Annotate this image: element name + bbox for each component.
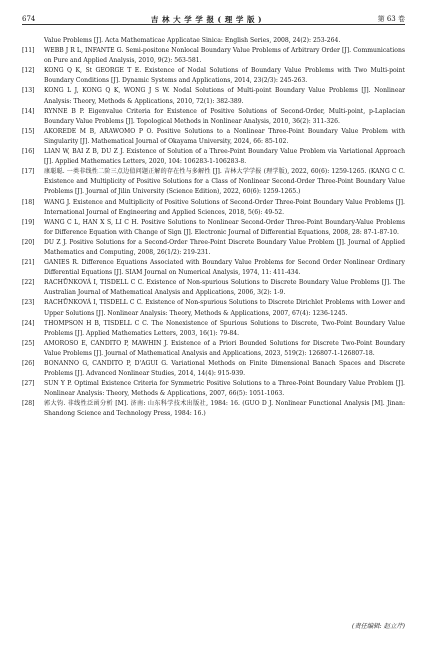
reference-number: [16] bbox=[22, 148, 35, 156]
reference-number: [12] bbox=[22, 67, 35, 75]
reference-list bbox=[22, 36, 405, 420]
reference-text: AKOREDE M B, ARAWOMO P O. Positive Solutions to a Nonlinear Three-Point Boundary Value Problem with Singularity [J]. Mathematical Journal of Okayama University, 2024, 66: 85-102. bbox=[44, 127, 405, 145]
reference-text: AMOROSO E, CANDITO P, MAWHIN J. Existence of a Priori Bounded Solutions for Discrete Two-Point Boundary Value Problems [J]. Journal of Mathematical Analysis and Applications, 2023, 519(2): 126807-1-126807-18. bbox=[44, 339, 405, 357]
reference-text: LIAN W, BAI Z B, DU Z J. Existence of Solution of a Three-Point Boundary Value Problem via Variational Approach [J]. Applied Mathematics Letters, 2020, 104: 106283-1-106283-8. bbox=[44, 148, 405, 166]
reference-text: RACHŮNKOVÁ I, TISDELL C C. Existence of Non-spurious Solutions to Discrete Dirichlet Problems with Lower and Upper Solutions [J]. Nonlinear Analysis: Theory, Methods & Applications, 2007, 67(4): 1236-1245. bbox=[44, 299, 405, 317]
reference-item bbox=[22, 238, 405, 258]
reference-item bbox=[22, 399, 405, 419]
reference-text: KONG L J, KONG Q K, WONG J S W. Nodal Solutions of Multi-point Boundary Value Problems [J]. Nonlinear Analysis: Theory, Methods & Applications, 2010, 72(1): 382-389. bbox=[44, 87, 405, 105]
reference-item bbox=[22, 107, 405, 127]
reference-number: [14] bbox=[22, 107, 35, 115]
reference-item bbox=[22, 147, 405, 167]
reference-text: SUN Y P. Optimal Existence Criteria for Symmetric Positive Solutions to a Three-Point Boundary Value Problem [J]. Nonlinear Analysis: Theory, Methods & Applications, 2007, 66(5): 1051-1063. bbox=[44, 380, 405, 398]
reference-item bbox=[22, 86, 405, 106]
reference-number: [20] bbox=[22, 238, 35, 246]
reference-item bbox=[22, 66, 405, 86]
reference-item bbox=[22, 258, 405, 278]
reference-number: [27] bbox=[22, 380, 35, 388]
reference-number: [28] bbox=[22, 400, 35, 408]
reference-item bbox=[22, 127, 405, 147]
reference-number: [17] bbox=[22, 168, 35, 176]
page-header bbox=[22, 10, 405, 28]
reference-text: THOMPSON H B, TISDELL C C. The Nonexistence of Spurious Solutions to Discrete, Two-Point Boundary Value Problems [J]. Applied Mathematics Letters, 2003, 16(1): 79-84. bbox=[44, 319, 405, 337]
page-number: 674 bbox=[22, 15, 36, 23]
reference-text: 康聪聪. 一类非线性二阶三点边值问题正解的存在性与多解性 [J]. 吉林大学学报 (理学版), 2022, 60(6): 1259-1265. (KANG C C. Existence and Multiplicity of Positive Solutions for a Class of Nonlinear Second-Order Three-Point Boundary Value Problems [J]. Journal of Jilin University (Science Edition), 2022, 60(6): 1259-1265.) bbox=[44, 168, 405, 196]
reference-number: [15] bbox=[22, 127, 35, 135]
reference-item bbox=[22, 278, 405, 298]
reference-item bbox=[22, 218, 405, 238]
reference-item bbox=[22, 198, 405, 218]
reference-number: [25] bbox=[22, 339, 35, 347]
reference-text: KONG Q K, St GEORGE T E. Existence of Nodal Solutions of Boundary Value Problems with Two Multi-point Boundary Conditions [J]. Dynamic Systems and Applications, 2014, 23(2/3): 245-263. bbox=[44, 67, 405, 85]
reference-continuation: Value Problems [J]. Acta Mathematicae Applicatae Sinica: English Series, 2008, 24(2): 253-264. bbox=[44, 37, 341, 44]
reference-text: 郭大钧. 非线性泛函分析 [M]. 济南: 山东科学技术出版社, 1984: 16. (GUO D J. Nonlinear Functional Analysis [M]. Jinan: Shandong Science and Technology Press, 1984: 16.) bbox=[44, 400, 405, 418]
reference-number: [21] bbox=[22, 259, 35, 267]
journal-title: 吉 林 大 学 学 报 ( 理 学 版 ) bbox=[150, 14, 263, 24]
header-divider bbox=[22, 24, 405, 25]
editor-note: (责任编辑: 赵立芹) bbox=[351, 623, 405, 630]
reference-item bbox=[22, 319, 405, 339]
reference-item bbox=[22, 339, 405, 359]
reference-number: [19] bbox=[22, 218, 35, 226]
reference-text: DU Z J. Positive Solutions for a Second-Order Three-Point Discrete Boundary Value Problem [J]. Journal of Applied Mathematics and Computing, 2008, 26(1/2): 219-231. bbox=[44, 238, 405, 256]
reference-item bbox=[22, 379, 405, 399]
reference-number: [22] bbox=[22, 279, 35, 287]
reference-item bbox=[22, 359, 405, 379]
volume-label: 第 63 卷 bbox=[377, 15, 405, 23]
reference-item bbox=[22, 298, 405, 318]
reference-item bbox=[22, 46, 405, 66]
reference-number: [26] bbox=[22, 360, 35, 367]
reference-text: WANG C L, HAN X S, LI C H. Positive Solutions to Nonlinear Second-Order Three-Point Boundary-Value Problems for Difference Equation with Change of Sign [J]. Electronic Journal of Differential Equations, 2008, 28: 87-1-87-10. bbox=[44, 218, 405, 236]
reference-number: [18] bbox=[22, 198, 35, 206]
reference-text: BONANNO G, CANDITO P, D'AGUI G. Variational Methods on Finite Dimensional Banach Spaces and Discrete Problems [J]. Advanced Nonlinear Studies, 2014, 14(4): 915-939. bbox=[44, 360, 405, 378]
reference-text: RACHŮNKOVÁ I, TISDELL C C. Existence of Non-spurious Solutions to Discrete Boundary Value Problems [J]. The Australian Journal of Mathematical Analysis and Applications, 2006, 3(2): 1-9. bbox=[44, 279, 405, 297]
reference-number: [23] bbox=[22, 299, 35, 307]
reference-text: GANIES R. Difference Equations Associated with Boundary Value Problems for Second Order Nonlinear Ordinary Differential Equations [J]. SIAM Journal on Numerical Analysis, 1974, 11: 411-434. bbox=[44, 259, 405, 277]
reference-text: WEBB J R L, INFANTE G. Semi-positone Nonlocal Boundary Value Problems of Arbitrary Order [J]. Communications on Pure and Applied Analysis, 2010, 9(2): 563-581. bbox=[44, 47, 405, 65]
reference-number: [24] bbox=[22, 319, 35, 327]
reference-text: RYNNE B P. Eigenvalue Criteria for Existence of Positive Solutions of Second-Order, Multi-point, p-Laplacian Boundary Value Problems [J]. Topological Methods in Nonlinear Analysis, 2010, 36(2): 311-326. bbox=[44, 107, 405, 125]
reference-number: [11] bbox=[22, 47, 35, 55]
reference-number: [13] bbox=[22, 87, 35, 95]
reference-text: WANG J. Existence and Multiplicity of Positive Solutions of Second-Order Three-Point Boundary Value Problems [J]. International Journal of Engineering and Applied Sciences, 2018, 5(6): 49-52. bbox=[44, 198, 405, 216]
reference-item bbox=[22, 167, 405, 197]
